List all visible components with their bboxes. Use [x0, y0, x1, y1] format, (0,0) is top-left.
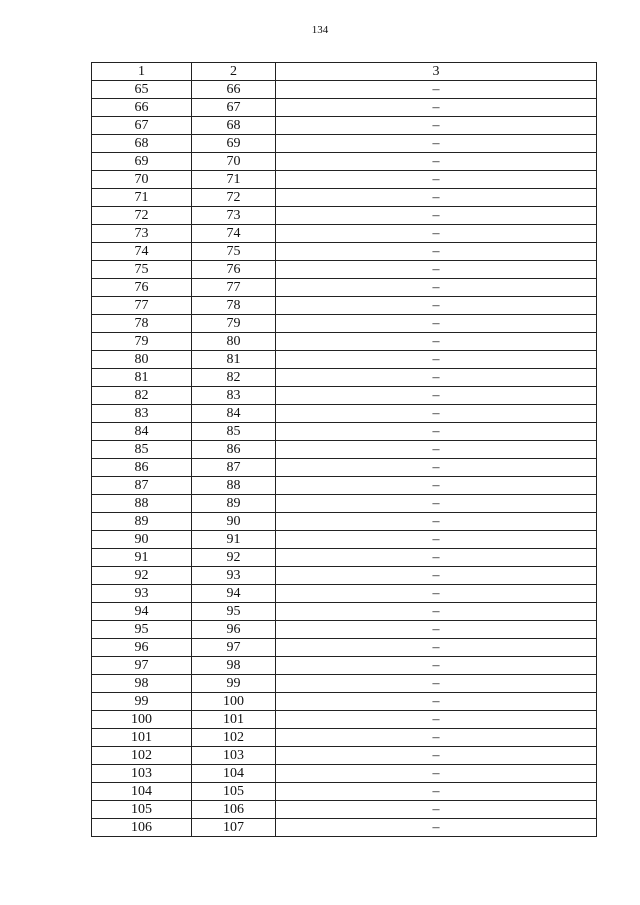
table-cell-col-3: – [276, 747, 597, 765]
table-cell-col-3: – [276, 657, 597, 675]
table-row [92, 225, 597, 243]
table-row [92, 657, 597, 675]
table-row [92, 171, 597, 189]
table-row [92, 405, 597, 423]
table-cell-col-3: – [276, 171, 597, 189]
table-cell-col-3: – [276, 81, 597, 99]
table-cell-col-1: 96 [92, 639, 192, 657]
table-cell-col-2: 67 [192, 99, 276, 117]
table-cell-col-1: 86 [92, 459, 192, 477]
table-cell-col-1: 94 [92, 603, 192, 621]
table-cell-col-1: 106 [92, 819, 192, 837]
table-cell-col-3: – [276, 477, 597, 495]
column-header-2: 2 [192, 63, 276, 81]
table-row [92, 315, 597, 333]
table-cell-col-3: – [276, 279, 597, 297]
table-cell-col-1: 91 [92, 549, 192, 567]
table-cell-col-1: 104 [92, 783, 192, 801]
table-cell-col-1: 89 [92, 513, 192, 531]
table-cell-col-2: 93 [192, 567, 276, 585]
table-cell-col-3: – [276, 603, 597, 621]
table-cell-col-1: 100 [92, 711, 192, 729]
table-cell-col-1: 105 [92, 801, 192, 819]
table-cell-col-2: 91 [192, 531, 276, 549]
table-cell-col-2: 77 [192, 279, 276, 297]
table-header [92, 63, 597, 81]
table-cell-col-1: 77 [92, 297, 192, 315]
column-header-3: 3 [276, 63, 597, 81]
table-cell-col-2: 85 [192, 423, 276, 441]
table-cell-col-1: 101 [92, 729, 192, 747]
table-cell-col-2: 86 [192, 441, 276, 459]
table-row [92, 117, 597, 135]
table-cell-col-2: 71 [192, 171, 276, 189]
table-cell-col-3: – [276, 405, 597, 423]
table-row [92, 189, 597, 207]
table-cell-col-2: 66 [192, 81, 276, 99]
table-cell-col-1: 74 [92, 243, 192, 261]
table-cell-col-3: – [276, 189, 597, 207]
table-cell-col-2: 82 [192, 369, 276, 387]
table-cell-col-3: – [276, 711, 597, 729]
table-cell-col-1: 76 [92, 279, 192, 297]
table-cell-col-2: 75 [192, 243, 276, 261]
table-cell-col-1: 67 [92, 117, 192, 135]
table-row [92, 333, 597, 351]
table-row [92, 621, 597, 639]
table-row [92, 711, 597, 729]
table-cell-col-1: 98 [92, 675, 192, 693]
table-cell-col-1: 66 [92, 99, 192, 117]
table-cell-col-2: 73 [192, 207, 276, 225]
table-cell-col-1: 95 [92, 621, 192, 639]
table-cell-col-1: 65 [92, 81, 192, 99]
table-cell-col-3: – [276, 729, 597, 747]
table-row [92, 819, 597, 837]
table-cell-col-2: 84 [192, 405, 276, 423]
table-cell-col-2: 106 [192, 801, 276, 819]
table-cell-col-2: 97 [192, 639, 276, 657]
table-row [92, 99, 597, 117]
table-cell-col-1: 68 [92, 135, 192, 153]
table-row [92, 585, 597, 603]
table-row [92, 765, 597, 783]
table-cell-col-3: – [276, 621, 597, 639]
table-cell-col-1: 73 [92, 225, 192, 243]
table-row [92, 387, 597, 405]
table-cell-col-2: 104 [192, 765, 276, 783]
table-row [92, 531, 597, 549]
table-cell-col-1: 87 [92, 477, 192, 495]
table-cell-col-2: 99 [192, 675, 276, 693]
table-cell-col-3: – [276, 99, 597, 117]
header-row [92, 63, 597, 81]
table-cell-col-2: 96 [192, 621, 276, 639]
table-cell-col-3: – [276, 693, 597, 711]
table-row [92, 603, 597, 621]
table-cell-col-3: – [276, 351, 597, 369]
table-cell-col-3: – [276, 333, 597, 351]
table-cell-col-3: – [276, 675, 597, 693]
table-cell-col-1: 81 [92, 369, 192, 387]
table-cell-col-3: – [276, 387, 597, 405]
table-cell-col-1: 102 [92, 747, 192, 765]
table-cell-col-3: – [276, 549, 597, 567]
page-number: 134 [311, 24, 329, 36]
table-cell-col-2: 78 [192, 297, 276, 315]
table-body [92, 81, 597, 837]
table-cell-col-3: – [276, 423, 597, 441]
table-cell-col-1: 99 [92, 693, 192, 711]
table-row [92, 747, 597, 765]
table-cell-col-2: 92 [192, 549, 276, 567]
table-cell-col-1: 85 [92, 441, 192, 459]
table-cell-col-1: 79 [92, 333, 192, 351]
table-row [92, 495, 597, 513]
table-cell-col-3: – [276, 261, 597, 279]
table-cell-col-3: – [276, 315, 597, 333]
table-cell-col-1: 69 [92, 153, 192, 171]
table-cell-col-1: 97 [92, 657, 192, 675]
table-cell-col-2: 76 [192, 261, 276, 279]
column-header-1: 1 [92, 63, 192, 81]
table-cell-col-1: 82 [92, 387, 192, 405]
table-cell-col-3: – [276, 441, 597, 459]
table-cell-col-3: – [276, 585, 597, 603]
table-row [92, 243, 597, 261]
table-row [92, 639, 597, 657]
table-cell-col-1: 80 [92, 351, 192, 369]
table-row [92, 351, 597, 369]
table-row [92, 513, 597, 531]
table-row [92, 549, 597, 567]
table-row [92, 279, 597, 297]
table-cell-col-3: – [276, 513, 597, 531]
table-cell-col-1: 83 [92, 405, 192, 423]
table-row [92, 423, 597, 441]
table-row [92, 207, 597, 225]
table-row [92, 459, 597, 477]
table-cell-col-2: 69 [192, 135, 276, 153]
table-cell-col-1: 92 [92, 567, 192, 585]
table-cell-col-3: – [276, 783, 597, 801]
table-cell-col-1: 90 [92, 531, 192, 549]
table-cell-col-2: 101 [192, 711, 276, 729]
table-cell-col-2: 70 [192, 153, 276, 171]
table-cell-col-3: – [276, 531, 597, 549]
table-cell-col-2: 95 [192, 603, 276, 621]
data-table [91, 62, 597, 837]
table-row [92, 135, 597, 153]
table-row [92, 729, 597, 747]
table-cell-col-2: 90 [192, 513, 276, 531]
table-cell-col-3: – [276, 153, 597, 171]
table-row [92, 801, 597, 819]
table-cell-col-2: 81 [192, 351, 276, 369]
table-cell-col-2: 79 [192, 315, 276, 333]
table-cell-col-3: – [276, 207, 597, 225]
table-cell-col-1: 93 [92, 585, 192, 603]
table-cell-col-1: 71 [92, 189, 192, 207]
table-cell-col-2: 83 [192, 387, 276, 405]
table-cell-col-2: 102 [192, 729, 276, 747]
table-cell-col-2: 100 [192, 693, 276, 711]
table-cell-col-3: – [276, 801, 597, 819]
table-row [92, 693, 597, 711]
table-cell-col-3: – [276, 459, 597, 477]
table-row [92, 567, 597, 585]
table-row [92, 441, 597, 459]
table-cell-col-2: 103 [192, 747, 276, 765]
table-cell-col-2: 107 [192, 819, 276, 837]
table-cell-col-1: 72 [92, 207, 192, 225]
table-cell-col-2: 98 [192, 657, 276, 675]
table-cell-col-1: 88 [92, 495, 192, 513]
table-cell-col-2: 89 [192, 495, 276, 513]
table-cell-col-2: 94 [192, 585, 276, 603]
table-cell-col-3: – [276, 369, 597, 387]
table-cell-col-3: – [276, 819, 597, 837]
table-cell-col-2: 105 [192, 783, 276, 801]
table-row [92, 81, 597, 99]
table-row [92, 369, 597, 387]
table-cell-col-3: – [276, 495, 597, 513]
table-cell-col-3: – [276, 243, 597, 261]
table-row [92, 261, 597, 279]
table-row [92, 477, 597, 495]
table-cell-col-3: – [276, 135, 597, 153]
table-cell-col-2: 68 [192, 117, 276, 135]
table-cell-col-3: – [276, 639, 597, 657]
table-cell-col-2: 87 [192, 459, 276, 477]
table-cell-col-2: 80 [192, 333, 276, 351]
table-cell-col-3: – [276, 765, 597, 783]
table-cell-col-3: – [276, 567, 597, 585]
table-cell-col-2: 74 [192, 225, 276, 243]
table-cell-col-2: 72 [192, 189, 276, 207]
table-row [92, 297, 597, 315]
table-cell-col-1: 84 [92, 423, 192, 441]
table-row [92, 783, 597, 801]
table-cell-col-1: 78 [92, 315, 192, 333]
table-cell-col-3: – [276, 297, 597, 315]
table-cell-col-1: 103 [92, 765, 192, 783]
table-cell-col-1: 75 [92, 261, 192, 279]
table-cell-col-3: – [276, 117, 597, 135]
table-cell-col-2: 88 [192, 477, 276, 495]
table-row [92, 675, 597, 693]
table-row [92, 153, 597, 171]
table-cell-col-3: – [276, 225, 597, 243]
table-cell-col-1: 70 [92, 171, 192, 189]
